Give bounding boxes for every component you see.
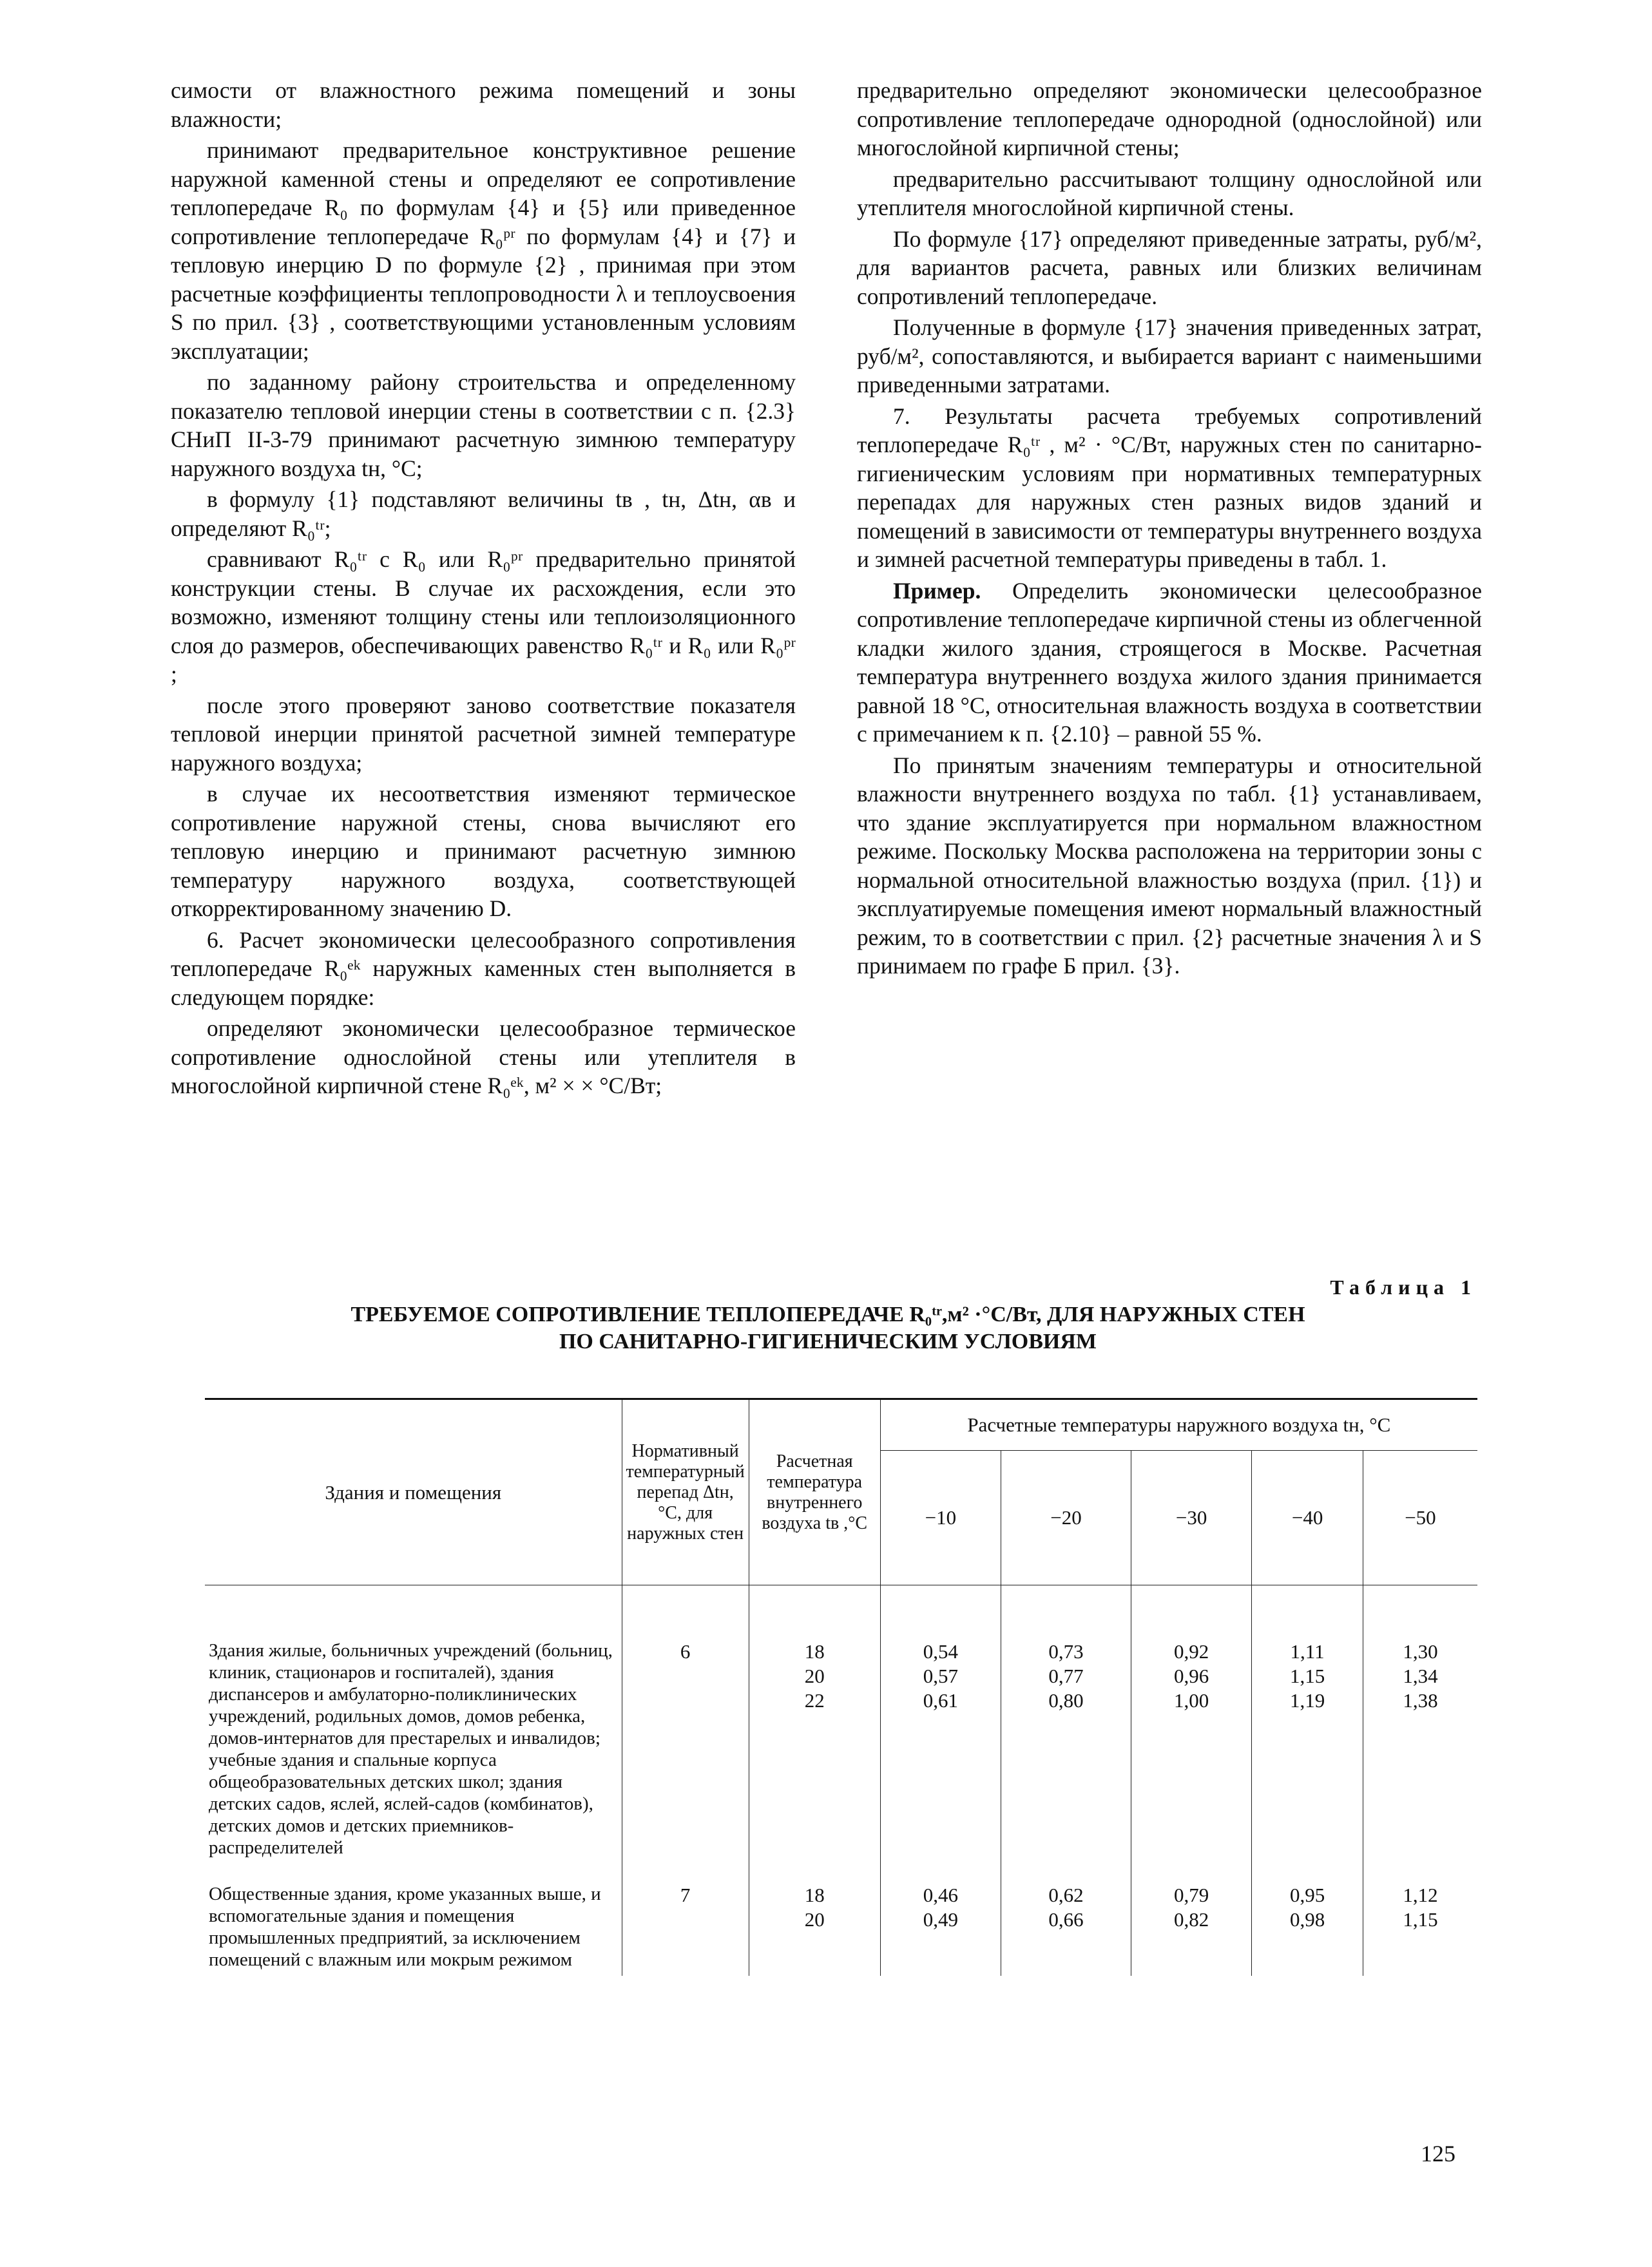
paragraph: предварительно определяют экономически целесообразное сопротивление теплопередаче однородной (однослойной) или многослойной кирпичной стены; bbox=[857, 77, 1482, 160]
cell-value: 1,38 bbox=[1403, 1689, 1438, 1712]
table-title-line: ТРЕБУЕМОЕ СОПРОТИВЛЕНИЕ ТЕПЛОПЕРЕДАЧЕ R₀ᵗʳ,м² ·°С/Вт, ДЛЯ НАРУЖНЫХ СТЕН bbox=[351, 1303, 1305, 1326]
cell-value: 18 bbox=[804, 1884, 825, 1906]
cell-value: 20 bbox=[804, 1908, 825, 1931]
cell-value: 0,46 bbox=[923, 1884, 958, 1906]
cell-value: 0,80 bbox=[1048, 1689, 1084, 1712]
row-values bbox=[1001, 1634, 1131, 1864]
cell-value: 1,00 bbox=[1174, 1689, 1209, 1712]
cell-value: 1,11 bbox=[1290, 1640, 1325, 1663]
header-out-temp: −20 bbox=[1001, 1451, 1131, 1585]
paragraph: в случае их несоответствия изменяют термическое сопротивление наружной стены, снова вычисляют его тепловую инерцию и принимают расчетную зимнюю температуру наружного воздуха, соответствующей откорректированному значению D. bbox=[171, 781, 796, 921]
example-label: Пример. bbox=[893, 577, 981, 604]
table-title-line: ПО САНИТАРНО-ГИГИЕНИЧЕСКИМ УСЛОВИЯМ bbox=[559, 1330, 1097, 1354]
cell-value: 0,98 bbox=[1289, 1908, 1325, 1931]
header-out-temp: −10 bbox=[880, 1451, 1001, 1585]
cell-value: 0,62 bbox=[1048, 1884, 1084, 1906]
paragraph: в формулу {1} подставляют величины tв , tн, Δtн, αв и определяют R₀ᵗʳ; bbox=[171, 486, 796, 541]
example-paragraph bbox=[857, 577, 1482, 749]
cell-value: 0,77 bbox=[1048, 1665, 1084, 1687]
paragraph: 6. Расчет экономически целесообразного сопротивления теплопередаче R₀ᵉᵏ наружных каменных стен выполняется в следующем порядке: bbox=[171, 926, 796, 1010]
header-delta: Нормативный температурный перепад Δtн, °С, для наружных стен bbox=[622, 1399, 749, 1585]
row-delta: 7 bbox=[622, 1864, 749, 1976]
row-values bbox=[880, 1864, 1001, 1976]
row-values bbox=[1252, 1864, 1363, 1976]
header-tout: Расчетные температуры наружного воздуха tн, °С bbox=[880, 1399, 1477, 1451]
cell-value: 18 bbox=[804, 1640, 825, 1663]
paragraph: по заданному району строительства и определенному показателю тепловой инерции стены в соответствии с п. {2.3} СНиП II-3-79 принимают расчетную зимнюю температуру наружного воздуха tн, °С; bbox=[171, 369, 796, 481]
paragraph: определяют экономически целесообразное термическое сопротивление однослойной стены или утеплителя в многослойной кирпичной стене R₀ᵉᵏ, м² × × °С/Вт; bbox=[171, 1015, 796, 1098]
paragraph: принимают предварительное конструктивное решение наружной каменной стены и определяют ее сопротивление теплопередаче R₀ по формулам {4} и {5} или приведенное сопротивление теплопередаче R₀ᵖʳ по формулам {4} и {7} и тепловую инерцию D по формуле {2} , принимая при этом расчетные коэффициенты теплопроводности λ и теплоусвоения S по прил. {3} , соответствующими установленным условиям эксплуатации; bbox=[171, 137, 796, 364]
row-values bbox=[1363, 1634, 1477, 1864]
cell-value: 22 bbox=[804, 1689, 825, 1712]
requirements-table bbox=[205, 1398, 1477, 1976]
cell-value: 0,96 bbox=[1174, 1665, 1209, 1687]
row-values bbox=[880, 1634, 1001, 1864]
header-buildings: Здания и помещения bbox=[205, 1399, 622, 1585]
paragraph: после этого проверяют заново соответствие показателя тепловой инерции принятой расчетной зимней температуре наружного воздуха; bbox=[171, 692, 796, 776]
paragraph: 7. Результаты расчета требуемых сопротивлений теплопередаче R₀ᵗʳ , м² · °С/Вт, наружных стен по санитарно-гигиеническим условиям при нормативных температурных перепадах для наружных стен разных видов зданий и помещений в зависимости от температуры внутреннего воздуха и зимней расчетной температуры приведены в табл. 1. bbox=[857, 403, 1482, 572]
cell-value: 0,66 bbox=[1048, 1908, 1084, 1931]
cell-value: 1,30 bbox=[1403, 1640, 1438, 1663]
cell-value: 0,54 bbox=[923, 1640, 958, 1663]
page-number: 125 bbox=[1421, 2141, 1455, 2167]
cell-value: 0,95 bbox=[1289, 1884, 1325, 1906]
table-row bbox=[205, 1864, 1477, 1976]
cell-value: 0,49 bbox=[923, 1908, 958, 1931]
header-out-temp: −50 bbox=[1363, 1451, 1477, 1585]
left-text-column bbox=[171, 76, 796, 1103]
cell-value: 0,57 bbox=[923, 1665, 958, 1687]
row-values bbox=[1001, 1864, 1131, 1976]
paragraph: предварительно рассчитывают толщину однослойной или утеплителя многослойной кирпичной стены. bbox=[857, 166, 1482, 220]
paragraph: По принятым значениям температуры и относительной влажности внутреннего воздуха по табл. {1} устанавливаем, что здание эксплуатируется при нормальном влажностном режиме. Поскольку Москва расположена на территории зоны с нормальной относительной влажностью воздуха (прил. {1}) и эксплуатируемые помещения имеют нормальный влажностный режим, то в соответствии с прил. {2} расчетные значения λ и S принимаем по графе Б прил. {3}. bbox=[857, 752, 1482, 979]
row-values bbox=[1252, 1634, 1363, 1864]
row-tin bbox=[749, 1634, 880, 1864]
paragraph: По формуле {17} определяют приведенные затраты, руб/м², для вариантов расчета, равных или близких величинам сопротивлений теплопередаче. bbox=[857, 225, 1482, 309]
table-row bbox=[205, 1634, 1477, 1864]
paragraph: симости от влажностного режима помещений и зоны влажности; bbox=[171, 77, 796, 132]
row-delta: 6 bbox=[622, 1634, 749, 1864]
cell-value: 1,19 bbox=[1289, 1689, 1325, 1712]
cell-value: 20 bbox=[804, 1665, 825, 1687]
header-out-temp: −40 bbox=[1252, 1451, 1363, 1585]
table-label: Таблица 1 bbox=[1330, 1276, 1477, 1299]
cell-value: 1,12 bbox=[1403, 1884, 1438, 1906]
cell-value: 1,15 bbox=[1403, 1908, 1438, 1931]
right-text-column bbox=[857, 76, 1482, 983]
cell-value: 1,15 bbox=[1289, 1665, 1325, 1687]
example-text: Определить экономически целесообразное сопротивление теплопередаче кирпичной стены из облегченной кладки жилого здания, строящегося в Москве. Расчетная температура внутреннего воздуха жилого здания принимается равной 18 °С, относительная влажность воздуха в соответствии с примечанием к п. {2.10} – равной 55 %. bbox=[857, 577, 1482, 747]
row-tin bbox=[749, 1864, 880, 1976]
cell-value: 0,61 bbox=[923, 1689, 958, 1712]
cell-value: 1,34 bbox=[1403, 1665, 1438, 1687]
paragraph: Полученные в формуле {17} значения приведенных затрат, руб/м², сопоставляются, и выбирается вариант с наименьшими приведенными затратами. bbox=[857, 314, 1482, 397]
table-title bbox=[171, 1301, 1485, 1355]
header-tin: Расчетная температура внутреннего воздуха tв ,°С bbox=[749, 1399, 880, 1585]
row-values bbox=[1131, 1864, 1251, 1976]
row-values bbox=[1363, 1864, 1477, 1976]
row-name: Здания жилые, больничных учреждений (больниц, клиник, стационаров и госпиталей), здания диспансеров и амбулаторно-поликлинических учреждений, родильных домов, домов ребенка, домов-интернатов для престарелых и инвалидов; учебные здания и спальные корпуса общеобразовательных детских школ; здания детских садов, яслей, яслей-садов (комбинатов), детских домов и детских приемников-распределителей bbox=[205, 1634, 622, 1864]
cell-value: 0,73 bbox=[1048, 1640, 1084, 1663]
paragraph: сравнивают R₀ᵗʳ с R₀ или R₀ᵖʳ предварительно принятой конструкции стены. В случае их расхождения, если это возможно, изменяют толщину стены или теплоизоляционного слоя до размеров, обеспечивающих равенство R₀ᵗʳ и R₀ или R₀ᵖʳ ; bbox=[171, 546, 796, 687]
row-name: Общественные здания, кроме указанных выше, и вспомогательные здания и помещения промышленных предприятий, за исключением помещений с влажным или мокрым режимом bbox=[205, 1864, 622, 1976]
header-out-temp: −30 bbox=[1131, 1451, 1251, 1585]
row-values bbox=[1131, 1634, 1251, 1864]
cell-value: 0,79 bbox=[1174, 1884, 1209, 1906]
cell-value: 0,82 bbox=[1174, 1908, 1209, 1931]
cell-value: 0,92 bbox=[1174, 1640, 1209, 1663]
